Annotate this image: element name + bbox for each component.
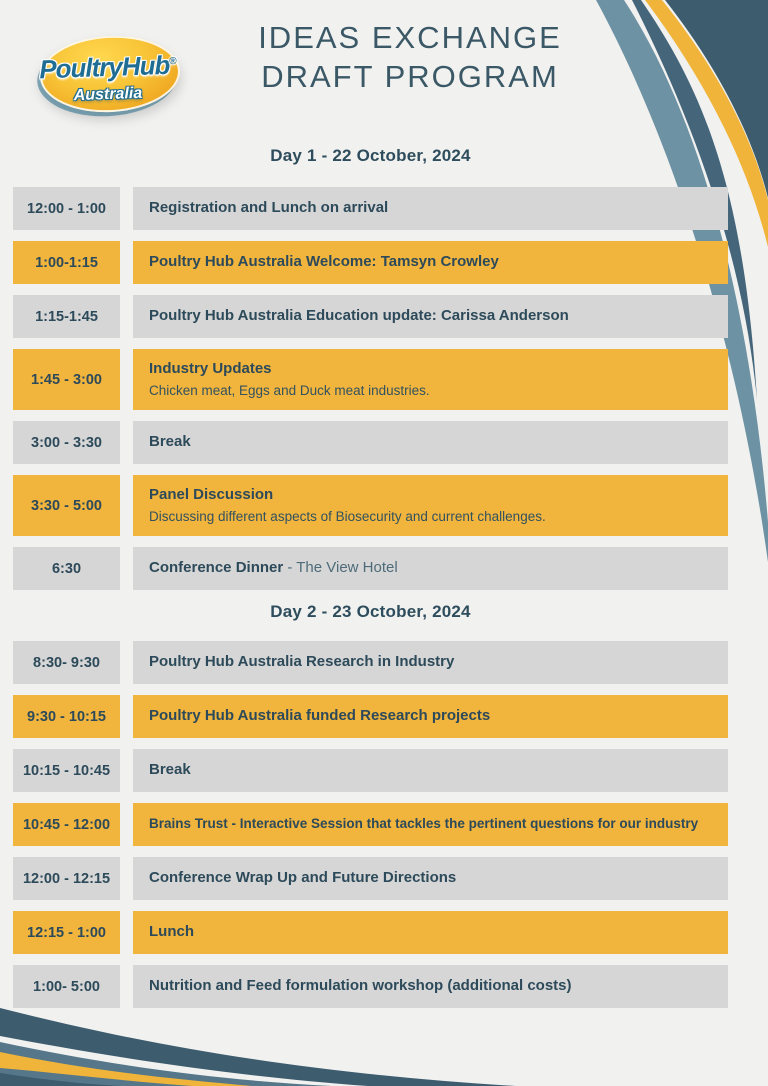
time-slot: 1:15-1:45: [13, 295, 120, 338]
schedule-row: [13, 349, 728, 410]
schedule-row: [13, 803, 728, 846]
session-cell: [133, 857, 728, 900]
session-cell: [133, 187, 728, 230]
time-slot: 1:45 - 3:00: [13, 349, 120, 410]
poultry-hub-logo: [26, 30, 190, 122]
session-title-text: Break: [149, 433, 191, 451]
session-title-text: Poultry Hub Australia funded Research projects: [149, 707, 491, 725]
session-title-text: Poultry Hub Australia Welcome: Tamsyn Crowley: [149, 253, 499, 271]
schedule-row: [13, 965, 728, 1008]
session-title: [149, 707, 712, 726]
schedule-row: [13, 547, 728, 590]
registered-mark: ®: [169, 55, 177, 68]
session-cell: [133, 965, 728, 1008]
session-title: [149, 360, 712, 379]
session-title: [149, 433, 712, 452]
day-heading: Day 2 - 23 October, 2024: [270, 602, 471, 621]
schedule-row: [13, 911, 728, 954]
session-cell: [133, 803, 728, 846]
time-slot: 10:15 - 10:45: [13, 749, 120, 792]
session-title-text: Registration and Lunch on arrival: [149, 199, 389, 217]
session-cell: [133, 475, 728, 536]
time-slot: 9:30 - 10:15: [13, 695, 120, 738]
time-slot: 12:00 - 12:15: [13, 857, 120, 900]
session-title: [149, 869, 712, 888]
session-cell: [133, 641, 728, 684]
session-title-text: Conference Wrap Up and Future Directions: [149, 869, 457, 887]
schedule-row: [13, 641, 728, 684]
schedule-row: [13, 857, 728, 900]
session-title-text: Panel Discussion: [149, 485, 274, 503]
time-slot: 3:30 - 5:00: [13, 475, 120, 536]
schedule-row: [13, 421, 728, 464]
session-cell: [133, 295, 728, 338]
session-title: [149, 486, 712, 505]
schedule-row: [13, 695, 728, 738]
time-slot: 6:30: [13, 547, 120, 590]
schedule-row: [13, 749, 728, 792]
session-title-text: Industry Updates: [149, 359, 272, 377]
session-title: [149, 199, 712, 218]
schedule-row: [13, 187, 728, 230]
session-title-text: Lunch: [149, 923, 194, 941]
schedule-row: [13, 295, 728, 338]
session-subtitle: Discussing different aspects of Biosecurity and current challenges.: [149, 508, 546, 524]
time-slot: 3:00 - 3:30: [13, 421, 120, 464]
schedule-row: [13, 475, 728, 536]
session-subtitle: Chicken meat, Eggs and Duck meat industries.: [149, 382, 430, 398]
session-title: [149, 761, 712, 780]
logo-subtitle: Australia: [73, 84, 143, 105]
session-title: [149, 559, 712, 578]
session-title-text: Brains Trust - Interactive Session that tackles the pertinent questions for our industry: [149, 816, 699, 832]
session-title-text: Conference Dinner: [149, 559, 284, 577]
time-slot: 1:00- 5:00: [13, 965, 120, 1008]
page-title: [198, 18, 622, 96]
session-cell: [133, 911, 728, 954]
session-title: [149, 977, 712, 996]
session-cell: [133, 749, 728, 792]
session-title-text: Break: [149, 761, 191, 779]
time-slot: 12:15 - 1:00: [13, 911, 120, 954]
session-title-text: Poultry Hub Australia Education update: Carissa Anderson: [149, 307, 569, 325]
session-title: [149, 307, 712, 326]
session-cell: [133, 547, 728, 590]
page-title-line-2: DRAFT PROGRAM: [261, 59, 559, 95]
session-suffix: - The View Hotel: [283, 559, 398, 577]
session-cell: [133, 695, 728, 738]
session-title: [149, 253, 712, 272]
page-title-line-1: IDEAS EXCHANGE: [258, 20, 562, 55]
session-cell: [133, 349, 728, 410]
time-slot: 12:00 - 1:00: [13, 187, 120, 230]
session-title-text: Poultry Hub Australia Research in Industry: [149, 653, 455, 671]
time-slot: 1:00-1:15: [13, 241, 120, 284]
schedule-row: [13, 241, 728, 284]
session-cell: [133, 241, 728, 284]
time-slot: 10:45 - 12:00: [13, 803, 120, 846]
session-cell: [133, 421, 728, 464]
session-title: [149, 816, 712, 833]
session-title-text: Nutrition and Feed formulation workshop (additional costs): [149, 977, 572, 995]
logo-name: PoultryHub: [38, 49, 170, 85]
time-slot: 8:30- 9:30: [13, 641, 120, 684]
session-title: [149, 653, 712, 672]
logo-wordmark: [26, 49, 191, 86]
session-title: [149, 923, 712, 942]
day-heading: Day 1 - 22 October, 2024: [270, 146, 471, 165]
